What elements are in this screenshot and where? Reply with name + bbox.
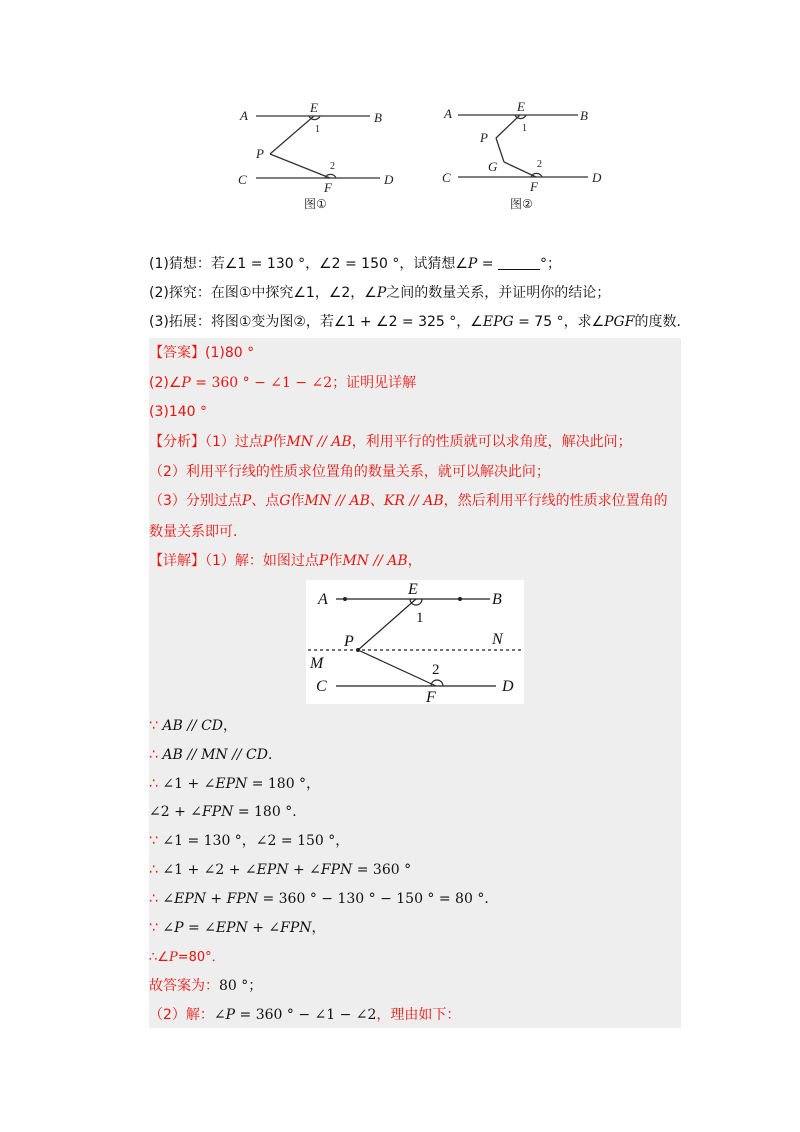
analysis-label: 【分析】 <box>149 434 205 450</box>
answer-line-2: (2)∠P = 360 ° − ∠1 − ∠2；证明见详解 <box>149 375 417 391</box>
fig3-label-e: E <box>408 581 418 598</box>
step-3: ∴ ∠1 + ∠EPN = 180 °， <box>149 776 321 792</box>
fig3-label-d: D <box>502 678 514 695</box>
fig1-angle-1: 1 <box>315 124 320 135</box>
fig1-caption: 图① <box>304 197 327 211</box>
analysis-line-3: （3）分别过点P、点G作MN // AB、KR // AB，然后利用平行线的性质求位置角的 <box>149 493 668 509</box>
fig2-label-d: D <box>592 170 602 185</box>
figure-3 <box>306 580 524 704</box>
fig2-label-c: C <box>442 170 451 185</box>
answer-line-3: (3)140 ° <box>149 404 208 420</box>
analysis-line-2: （2）利用平行线的性质求位置角的数量关系，就可以解决此问； <box>149 464 550 480</box>
answer-label: 【答案】 <box>149 345 205 361</box>
fig1-label-d: D <box>384 172 394 187</box>
question-1: (1)猜想：若∠1 = 130 °，∠2 = 150 °，试猜想∠P = °； <box>149 256 561 272</box>
fig3-label-m: M <box>310 655 324 672</box>
fig3-label-c: C <box>316 678 327 695</box>
step-10: 故答案为：80 °； <box>149 978 263 994</box>
question-3: (3)拓展：将图①变为图②，若∠1 + ∠2 = 325 °，∠EPG = 75 °，求∠PGF的度数． <box>149 314 691 330</box>
fig2-label-b: B <box>580 108 588 123</box>
fig2-caption: 图② <box>510 197 533 211</box>
fig3-angle-2: 2 <box>432 662 440 678</box>
fig2-label-f: F <box>530 179 538 194</box>
step-11: （2）解：∠P = 360 ° − ∠1 − ∠2，理由如下： <box>149 1007 461 1023</box>
fig1-label-c: C <box>238 172 247 187</box>
fig3-label-p: P <box>344 633 354 650</box>
fig1-label-b: B <box>374 110 382 125</box>
step-9: ∴∠P=80°． <box>149 950 225 965</box>
step-2: ∴ AB // MN // CD． <box>149 747 282 763</box>
fig2-angle-1: 1 <box>522 123 527 134</box>
detail-label: 【详解】 <box>149 553 205 569</box>
fig1-angle-2: 2 <box>330 161 335 172</box>
step-5: ∵ ∠1 = 130 °，∠2 = 150 °， <box>149 833 350 849</box>
analysis-line-1: 【分析】（1）过点P作MN // AB，利用平行的性质就可以求角度，解决此问； <box>149 434 632 450</box>
question-2: (2)探究：在图①中探究∠1，∠2，∠P之间的数量关系，并证明你的结论； <box>149 285 611 301</box>
answer-line-1: 【答案】(1)80 ° <box>149 345 255 361</box>
fig3-label-b: B <box>492 591 502 608</box>
fig2-label-g: G <box>488 159 498 174</box>
fig2-label-e: E <box>517 99 525 114</box>
fig3-label-f: F <box>426 689 436 704</box>
fig3-label-a: A <box>318 591 328 608</box>
fig1-label-p: P <box>256 146 264 161</box>
fig2-label-a: A <box>444 106 452 121</box>
fig1-label-e: E <box>310 100 318 115</box>
fig2-angle-2: 2 <box>537 159 542 170</box>
step-1: ∵ AB // CD， <box>149 718 238 734</box>
fig2-label-p: P <box>480 130 488 145</box>
step-7: ∴ ∠EPN + FPN = 360 ° − 130 ° − 150 ° = 80 °． <box>149 891 499 907</box>
fig3-angle-1: 1 <box>416 610 424 626</box>
step-8: ∵ ∠P = ∠EPN + ∠FPN， <box>149 920 326 936</box>
figures-1-2 <box>230 96 610 220</box>
step-6: ∴ ∠1 + ∠2 + ∠EPN + ∠FPN = 360 ° <box>149 862 412 878</box>
detail-line-1: 【详解】（1）解：如图过点P作MN // AB， <box>149 553 422 569</box>
step-4: ∠2 + ∠FPN = 180 °． <box>149 804 307 820</box>
fig1-label-a: A <box>240 108 248 123</box>
answer-blank <box>498 255 540 270</box>
fig3-label-n: N <box>492 631 503 648</box>
fig1-label-f: F <box>324 180 332 195</box>
analysis-line-4: 数量关系即可． <box>149 524 247 540</box>
